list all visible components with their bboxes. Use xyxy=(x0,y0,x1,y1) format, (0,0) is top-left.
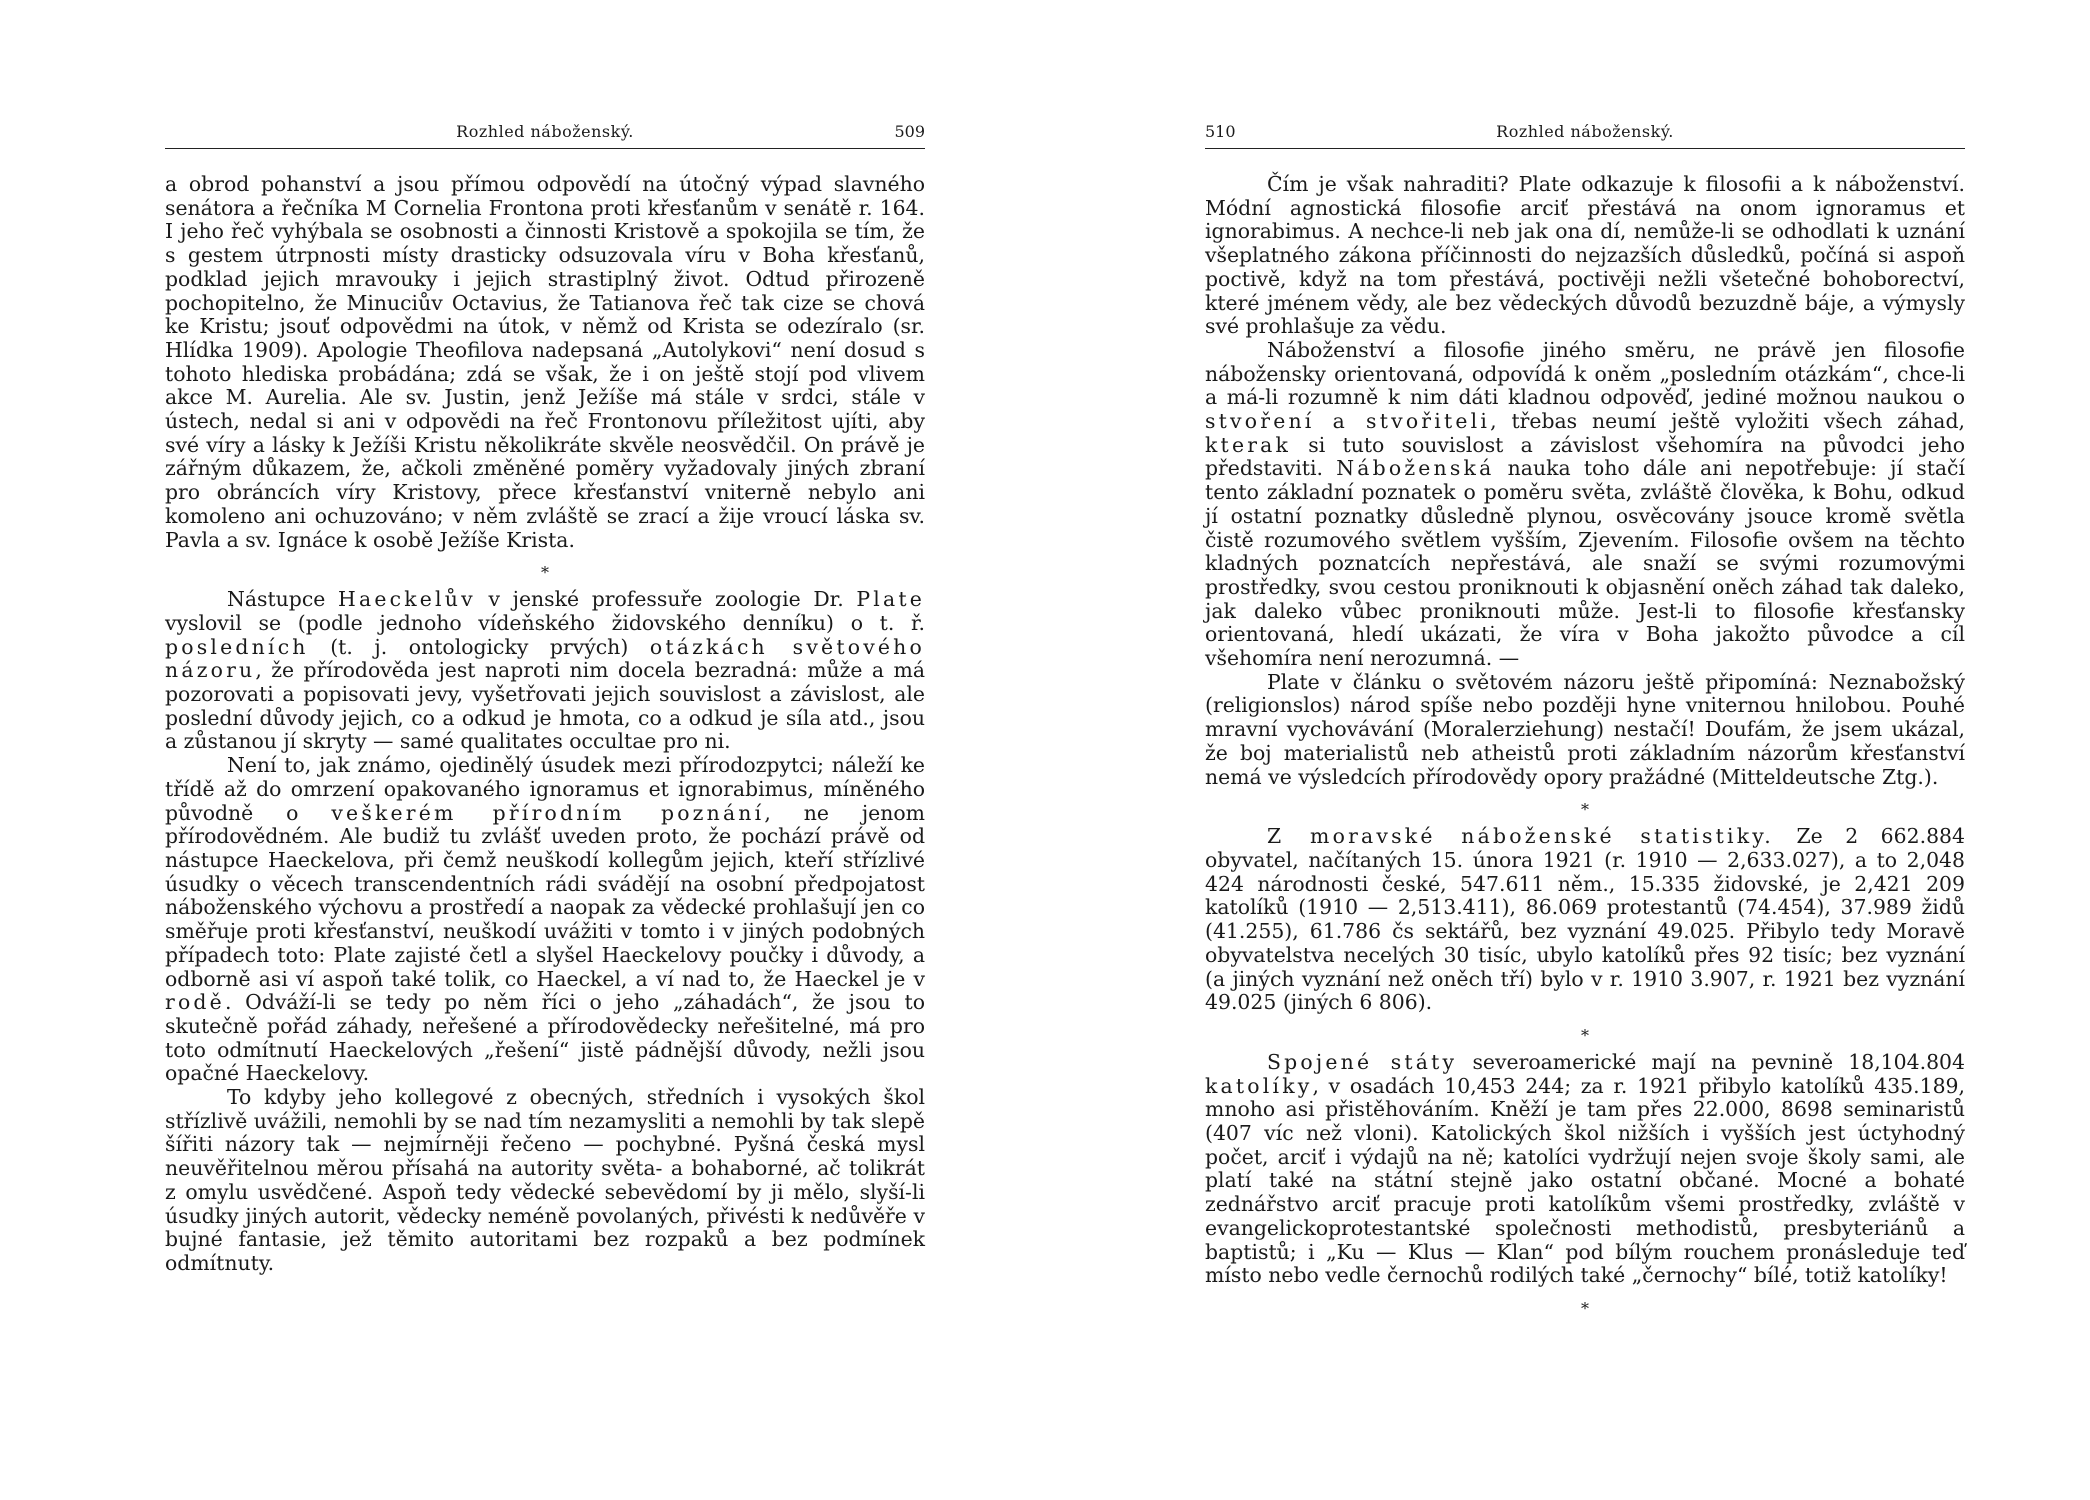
paragraph: Čím je však nahraditi? Plate odkazuje k filosofii a k náboženství. Módní agnostická filosofie arciť přestává na onom ignoramus et ignorabimus. A nechce-li neb jak ona dí, nemůže-li se odhodlati k uznání všeplatného zákona příčinnosti do nejzazších důsledků, počíná si aspoň poctivě, když na tom přestává, poctivěji nežli všetečné bohoborectví, které jménem vědy, ale bez vědeckých důvodů bezuzdně báje, a výmysly své prohlašuje za vědu. xyxy=(1205,172,1965,339)
text-run: si tuto souvislost a závislost všehomíra na původci jeho představiti. xyxy=(1205,432,1965,481)
spaced-term: posledních xyxy=(165,634,309,659)
text-run: v jenské professuře zoologie Dr. xyxy=(475,587,857,612)
spaced-term: rodě xyxy=(165,990,225,1015)
page-number: 510 xyxy=(1205,122,1236,141)
section-separator: * xyxy=(1581,1025,1589,1045)
text-run: Není to, jak známo, ojedinělý úsudek mezi přírodozpytci; náleží ke třídě až do omrzení opakovaného ignoramus et ignorabimus, míněného původně o xyxy=(165,753,925,825)
paragraph xyxy=(165,588,925,754)
text-run: (t. j. ontologicky prvých) xyxy=(308,634,650,659)
paragraph xyxy=(1205,825,1965,1015)
paragraph xyxy=(165,754,925,1086)
right-running-header xyxy=(1205,120,1965,149)
text-run: , že přírodověda jest naproti nim docela bezradná: může a má pozorovati a popisovati jevy, vyšetřovati jejich souvislost a závislost, ale poslední důvody jejich, co a odkud je hmota, co a odkud je síla atd., jsou a zůstanou jí skryty — samé qualitates occultae pro ni. xyxy=(165,658,925,754)
spaced-name: Plate xyxy=(856,587,925,612)
text-run: vyslovil se (podle jednoho vídeňského židovského denníku) o t. ř. xyxy=(165,610,925,635)
text-run: severoamerické mají na pevnině 18,104.804 xyxy=(1457,1049,1965,1074)
text-run: nauka toho dále ani nepotřebuje: jí stačí tento základní poznatek o poměru světa, zvláště člověka, k Bohu, odkud jí ostatní poznatky důsledně plynou, osvěcovány jsouce kromě světla čistě rozumového světlem vyšším, Zjevením. Filosofie ovšem na těchto kladných poznatcích nepřestává, ale snaží se svými rozumovými prostředky, svou cestou proniknouti k objasnění oněch záhad tak daleko, jak daleko vůbec proniknouti může. Jest-li to filosofie křesťansky orientovaná, hledí ukázati, že víra v Boha jakožto původce a cíl všehomíra není nerozumná. — xyxy=(1205,456,1965,671)
spaced-name: Haeckelův xyxy=(338,587,476,612)
text-run: , třebas neumí ještě vyložiti všech záhad, xyxy=(1490,409,1965,434)
spaced-term: kterak xyxy=(1205,432,1292,457)
spaced-term: Náboženská xyxy=(1336,456,1495,481)
paragraph xyxy=(1205,339,1965,671)
text-run: . Odváží-li se tedy po něm říci o jeho „záhadách“, že jsou to skutečně pořád záhady, neřešené a přírodovědecky neřešitelné, má pro toto odmítnutí Haeckelových „řešení“ jistě pádnější důvody, nežli jsou opačné Haeckelovy. xyxy=(165,990,925,1086)
spaced-term: stvoření a stvořiteli xyxy=(1205,409,1491,434)
page-number: 509 xyxy=(894,122,925,141)
text-run: Náboženství a filosofie jiného směru, ne právě jen filosofie nábožensky orientovaná, odpovídá k oněm „posledním otázkám“, chce-li a má-li rozumně k nim dáti kladnou odpověď, jediné možnou naukou o xyxy=(1205,337,1965,410)
spaced-term: katolíky xyxy=(1205,1073,1313,1098)
left-running-header xyxy=(165,120,925,149)
text-run: Nástupce xyxy=(227,587,338,612)
section-title: Spojené státy xyxy=(1267,1049,1458,1074)
paragraph xyxy=(1205,1051,1965,1288)
left-page xyxy=(165,120,925,1276)
section-separator: * xyxy=(1581,800,1589,820)
paragraph: Plate v článku o světovém názoru ještě připomíná: Neznabožský (religionslos) národ spíše nebo později hyne vniternou hnilobou. Pouhé mravní vychovávání (Moralerziehung) nestačí! Doufám, že jsem ukázal, že boj materialistů neb atheistů proti základním názorům křesťanství nemá ve výsledcích přírodovědy opory pražádné (Mitteldeutsche Ztg.). xyxy=(1205,669,1965,789)
text-run: Ze 2 662.884 obyvatel, načítaných 15. února 1921 (r. 1910 — 2,633.027), a to 2,048 424 národnosti české, 547.611 něm., 15.335 židovské, je 2,421 209 katolíků (1910 — 2,513.411), 86.069 protestantů (74.454), 37.989 židů (41.255), 61.786 čs sektářů, bez vyznání 49.025. Přibylo tedy Moravě obyvatelstva necelých 30 tisíc, ubylo katolíků přes 92 tisíc; bez vyznání (a jiných vyznání než oněch tří) bylo v r. 1910 3.907, r. 1921 bez vyznání 49.025 (jiných 6 806). xyxy=(1205,824,1965,1015)
right-page xyxy=(1205,120,1965,1324)
paragraph: a obrod pohanství a jsou přímou odpovědí na útočný výpad slavného senátora a řečníka M Cornelia Frontona proti křesťanům v senátě r. 164. I jeho řeč vyhýbala se osobnosti a činnosti Kristově a spokojila se tím, že s gestem útrpnosti místy drasticky odsuzovala víru v Boha křesťanů, podklad jejich mravouky i jejich strastiplný život. Odtud přirozeně pochopitelno, že Minuciův Octavius, že Tatianova řeč tak cize se chová ke Kristu; jsouť odpovědmi na útok, v němž od Krista se odezíralo (sr. Hlídka 1909). Apologie Theofilova nadepsaná „Autolykovi“ není dosud s tohoto hlediska probádána; zdá se však, že i on ještě stojí pod vlivem akce M. Aurelia. Ale sv. Justin, jenž Ježíše má stále v srdci, stále v ústech, nedal si ani v odpovědi na řeč Frontonovu příležitost ujíti, aby své víry a lásky k Ježíši Kristu několikráte skvěle neosvědčil. On právě je zářným důkazem, že, ačkoli změněné poměry vyžadovaly jiných zbraní pro obráncích víry Kristovy, přece křesťanství vniterně nebylo ani komoleno ani ochuzováno; v něm zvláště se zrací a žije vroucí láska sv. Pavla a sv. Ignáce k osobě Ježíše Krista. xyxy=(165,172,925,552)
running-head-title: Rozhled náboženský. xyxy=(1496,122,1674,141)
spaced-term: otázkách světového názoru xyxy=(165,634,925,683)
right-page-body xyxy=(1205,173,1965,1318)
text-run: , v osadách 10,453 244; za r. 1921 přibylo katolíků 435.189, mnoho asi přistěhováním. Kněží je tam přes 22.000, 8698 seminaristů (407 víc než vloni). Katolických škol nižších i vyšších jest úctyhodný počet, arciť i výdajů na ně; katolíci vydržují nejen svoje školy sami, ale platí také na státní stejně jako ostatní občané. Mocné a bohaté zednářstvo arciť pracuje proti katolíkům všemi prostředky, zvláště v evangelickoprotestantské společnosti methodistů, presbyteriánů a baptistů; i „Ku — Klus — Klan“ pod bílým rouchem pronásleduje teď místo nebo vedle černochů rodilých také „černochy“ bílé, totiž katolíky! xyxy=(1205,1073,1965,1288)
left-page-body xyxy=(165,173,925,1276)
running-head-title: Rozhled náboženský. xyxy=(456,122,634,141)
section-title: Z moravské náboženské statistiky. xyxy=(1267,824,1774,849)
spaced-term: veškerém přírodním poznání xyxy=(331,800,765,825)
section-separator: * xyxy=(541,563,549,583)
text-run: , ne jenom přírodovědném. Ale budiž tu zvlášť uveden proto, že pochází právě od nástupce Haeckelova, při čemž neuškodí kollegům jejich, kteří střízlivé úsudky o věcech transcendentních rádi svádějí na osobní předpojatost náboženského výchovu a prostředí a naopak za vědecké prohlašují jen co směřuje proti křesťanství, neuškodí uvážiti v tomto i v jiných podobných případech toto: Plate zajisté četl a slyšel Haeckelovy poučky i důvody, a odborně asi ví aspoň také tolik, co Haeckel, a ví nad to, že Haeckel je v xyxy=(165,800,925,991)
paragraph: To kdyby jeho kollegové z obecných, středních i vysokých škol střízlivě uvážili, nemohli by se nad tím nezamysliti a nemohli by tak slepě šířiti názory tak — nejmírněji řečeno — pochybné. Pyšná česká mysl neuvěřitelnou měrou přísahá na autority světa- a bohaborné, ač tolikrát z omylu usvědčené. Aspoň tedy vědecké sebevědomí by ji mělo, slyší-li úsudky jiných autorit, vědecky neméně povolaných, přivésti k nedůvěře v bujné fantasie, jež těmito autoritami bez rozpaků a bez podmínek odmítnuty. xyxy=(165,1085,925,1275)
section-separator: * xyxy=(1581,1298,1589,1318)
